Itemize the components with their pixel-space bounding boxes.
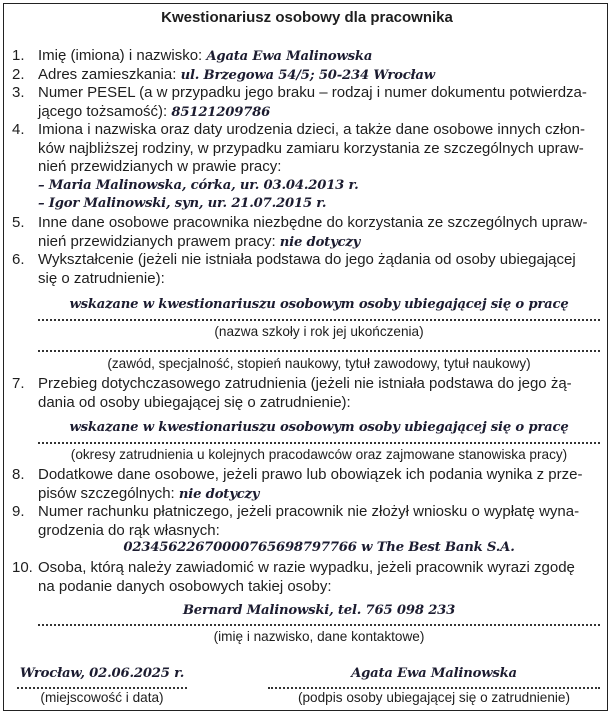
dotted-line <box>38 624 600 626</box>
item-label: Przebieg dotychczasowego zatrudnienia (jeżeli nie istniała podstawa do jego żą- <box>38 375 572 392</box>
bank-account-value: 02345622670000765698797766 w The Best Bank S.A. <box>123 540 515 555</box>
place-date-caption: (miejscowość i data) <box>40 690 164 705</box>
dotted-line <box>38 442 600 444</box>
item-label: dania od osoby ubiegającej się o zatrudnienie): <box>38 393 351 411</box>
item-number: 9. <box>12 503 25 520</box>
signature-value: Agata Ewa Malinowska <box>351 666 517 681</box>
dotted-line <box>268 687 600 689</box>
item-label: Adres zamieszkania: <box>38 65 181 83</box>
item-label: pisów szczególnych: <box>38 484 179 502</box>
item-label: na podanie danych osobowych takiej osoby: <box>38 577 332 595</box>
item-number: 3. <box>12 84 25 101</box>
emergency-contact-value: Bernard Malinowski, tel. 765 098 233 <box>182 603 456 618</box>
signature-caption: (podpis osoby ubiegającej się o zatrudnienie) <box>297 690 571 705</box>
dotted-line <box>38 350 600 352</box>
child-entry: – Maria Malinowska, córka, ur. 03.04.2013 r. <box>38 177 359 193</box>
item-label: Imiona i nazwiska oraz daty urodzenia dzieci, a także dane osobowe innych człon- <box>38 121 585 138</box>
emergency-contact-caption: (imię i nazwisko, dane kontaktowe) <box>213 629 425 644</box>
item-number: 4. <box>12 121 25 138</box>
item-label: Dodatkowe dane osobowe, jeżeli prawo lub obowiązek ich podania wynika z prze- <box>38 466 583 483</box>
item-number: 5. <box>12 214 25 231</box>
other-data-value: nie dotyczy <box>279 234 361 250</box>
item-label: jącego tożsamość): <box>38 102 172 120</box>
item-label: grodzenia do rąk własnych: <box>38 521 220 539</box>
item-number: 1. <box>12 47 25 64</box>
item-label: nień przewidzianych prawem pracy: <box>38 232 280 250</box>
address-value: ul. Brzegowa 54/5; 50-234 Wrocław <box>180 67 435 83</box>
place-date-value: Wrocław, 02.06.2025 r. <box>19 666 185 681</box>
item-label: Imię (imiona) i nazwisko: <box>38 47 207 64</box>
child-entry: – Igor Malinowski, syn, ur. 21.07.2015 r. <box>38 196 327 212</box>
item-label: Inne dane osobowe pracownika niezbędne do korzystania ze szczególnych upraw- <box>38 214 588 231</box>
education-value: wskazane w kwestionariuszu osobowym osoby ubiegającej się o pracę <box>69 297 569 312</box>
additional-data-value: nie dotyczy <box>178 486 260 502</box>
item-number: 10. <box>12 559 33 576</box>
item-number: 2. <box>12 65 25 83</box>
education-caption: (nazwa szkoły i rok jej ukończenia) <box>214 324 424 339</box>
profession-caption: (zawód, specjalność, stopień naukowy, tytuł zawodowy, tytuł naukowy) <box>107 356 531 371</box>
item-number: 8. <box>12 466 25 483</box>
item-label: Numer rachunku płatniczego, jeżeli pracownik nie złożył wniosku o wypłatę wyna- <box>38 503 580 520</box>
item-number: 6. <box>12 251 25 268</box>
dotted-line <box>38 319 600 321</box>
employment-value: wskazane w kwestionariuszu osobowym osoby ubiegającej się o pracę <box>69 420 569 435</box>
employment-caption: (okresy zatrudnienia u kolejnych pracodawców oraz zajmowane stanowiska pracy) <box>70 447 568 462</box>
pesel-value: 85121209786 <box>171 104 271 120</box>
item-label: się o zatrudnienie): <box>38 269 165 287</box>
item-label: ków najbliższej rodziny, w przypadku zamiaru korzystania ze szczególnych upraw- <box>38 139 584 157</box>
item-label: Wykształcenie (jeżeli nie istniała podstawa do jego żądania od osoby ubiegającej <box>38 251 576 268</box>
item-number: 7. <box>12 375 25 392</box>
item-label: nień przewidzianych w prawie pracy: <box>38 158 282 176</box>
dotted-line <box>17 687 187 689</box>
name-value: Agata Ewa Malinowska <box>206 49 373 64</box>
item-label: Numer PESEL (a w przypadku jego braku – rodzaj i numer dokumentu potwierdza- <box>38 84 587 101</box>
item-label: Osoba, którą należy zawiadomić w razie wypadku, jeżeli pracownik wyrazi zgodę <box>38 559 575 576</box>
form-title: Kwestionariusz osobowy dla pracownika <box>161 9 453 26</box>
